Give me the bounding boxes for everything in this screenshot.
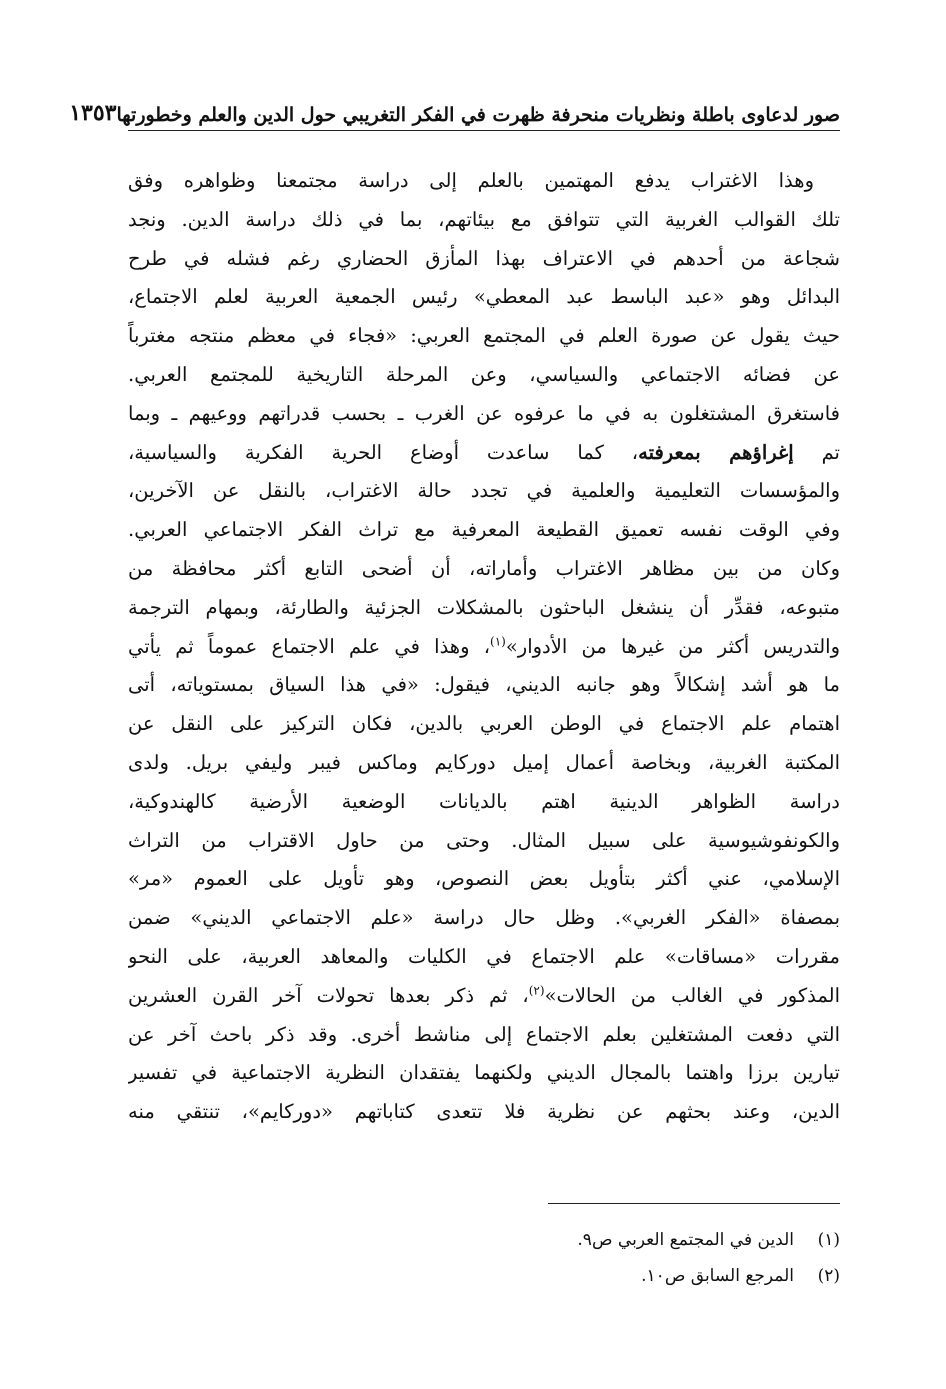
text-line: البدائل وهو «عبد الباسط عبد المعطي» رئيس الجمعية العربية لعلم الاجتماع، — [128, 285, 840, 309]
text-segment: والتدريس أكثر من غيرها من الأدوار» — [505, 634, 840, 658]
bold-phrase: إغراؤهم بمعرفته — [638, 440, 794, 464]
text-line: مقررات «مساقات» علم الاجتماع في الكليات والمعاهد العربية، على النحو — [128, 944, 840, 968]
text-line: المكتبة الغربية، وبخاصة أعمال إميل دوركايم وماكس فيبر وليفي بريل. ولدى — [128, 750, 840, 774]
text-segment: ، وهذا في علم الاجتماع عموماً ثم يأتي — [128, 634, 491, 658]
page-number: ١٣٥٣ — [69, 100, 117, 126]
text-line: حيث يقول عن صورة العلم في المجتمع العربي: «فجاء في معظم منتجه مغترباً — [128, 324, 840, 348]
text-line: شجاعة من أحدهم في الاعتراف بهذا المأزق الحضاري رغم فشله في طرح — [128, 246, 840, 270]
text-line: وهذا الاغتراب يدفع المهتمين بالعلم إلى دراسة مجتمعنا وظواهره وفق — [128, 169, 814, 192]
text-line: دراسة الظواهر الدينية اهتم بالديانات الوضعية الأرضية كالهندوكية، — [128, 789, 840, 813]
text-line: اهتمام علم الاجتماع في الوطن العربي بالدين، فكان التركيز على النقل عن — [128, 712, 840, 736]
text-line: والمؤسسات التعليمية والعلمية في تجدد حالة الاغتراب، بالنقل عن الآخرين، — [128, 479, 840, 503]
text-line — [128, 434, 840, 473]
text-line: تلك القوالب الغربية التي تتوافق مع بيئاتهم، بما في ذلك دراسة الدين. ونجد — [128, 207, 840, 231]
text-line: ما هو أشد إشكالاً وهو جانبه الديني، فيقول: «في هذا السياق بمستوياته، أتى — [128, 673, 840, 697]
footnote-divider — [548, 1203, 840, 1204]
text-segment: تم — [793, 440, 840, 464]
footnote-number: (٢) — [817, 1266, 840, 1286]
footnote-number: (١) — [817, 1230, 840, 1250]
footnote-ref-2: (٢) — [528, 983, 545, 998]
text-line: التي دفعت المشتغلين بعلم الاجتماع إلى مناشط أخرى. وقد ذكر باحث آخر عن — [128, 1022, 840, 1046]
text-segment: المذكور في الغالب من الحالات» — [544, 983, 840, 1007]
text-line: تيارين برزا واهتما بالمجال الديني ولكنهما يفتقدان النظرية الاجتماعية في تفسير — [128, 1061, 840, 1085]
text-line — [128, 628, 840, 667]
text-line: الدين، وعند بحثهم عن نظرية فلا تتعدى كتاباتهم «دوركايم»، تنتقي منه — [128, 1100, 840, 1124]
footnote-text: المرجع السابق ص١٠. — [641, 1266, 794, 1286]
footnote-2 — [400, 1258, 840, 1294]
footnote-text: الدين في المجتمع العربي ص٩. — [577, 1230, 794, 1250]
main-text — [128, 162, 840, 1132]
footnote-1 — [400, 1222, 840, 1258]
text-line: عن فضائه الاجتماعي والسياسي، وعن المرحلة التاريخية للمجتمع العربي. — [128, 362, 840, 386]
footnotes — [400, 1222, 840, 1294]
text-line: وكان من بين مظاهر الاغتراب وأماراته، أن أضحى التابع أكثر محافظة من — [128, 556, 840, 580]
text-line: فاستغرق المشتغلون به في ما عرفوه عن الغرب ـ بحسب قدراتهم ووعيهم ـ وبما — [128, 401, 840, 425]
text-segment: ، ثم ذكر بعدها تحولات آخر القرن العشرين — [128, 983, 529, 1007]
text-line: الإسلامي، عني أكثر بتأويل بعض النصوص، وهو تأويل على العموم «مر» — [128, 867, 840, 891]
text-line: متبوعه، فقدِّر أن ينشغل الباحثون بالمشكلات الجزئية والطارئة، وبمهام الترجمة — [128, 595, 840, 619]
running-header-title: صور لدعاوى باطلة ونظريات منحرفة ظهرت في الفكر التغريبي حول الدين والعلم وخطورتها — [116, 104, 840, 126]
footnote-ref-1: (١) — [490, 634, 506, 649]
text-line: بمصفاة «الفكر الغربي». وظل حال دراسة «علم الاجتماعي الديني» ضمن — [128, 906, 840, 930]
text-line: والكونفوشيوسية على سبيل المثال. وحتى من حاول الاقتراب من التراث — [128, 828, 840, 852]
text-segment: ، كما ساعدت أوضاع الحرية الفكرية والسياسية، — [128, 440, 639, 464]
running-header — [69, 86, 840, 126]
header-divider — [128, 130, 840, 131]
text-line: وفي الوقت نفسه تعميق القطيعة المعرفية مع تراث الفكر الاجتماعي العربي. — [128, 518, 840, 542]
text-line — [128, 977, 840, 1016]
